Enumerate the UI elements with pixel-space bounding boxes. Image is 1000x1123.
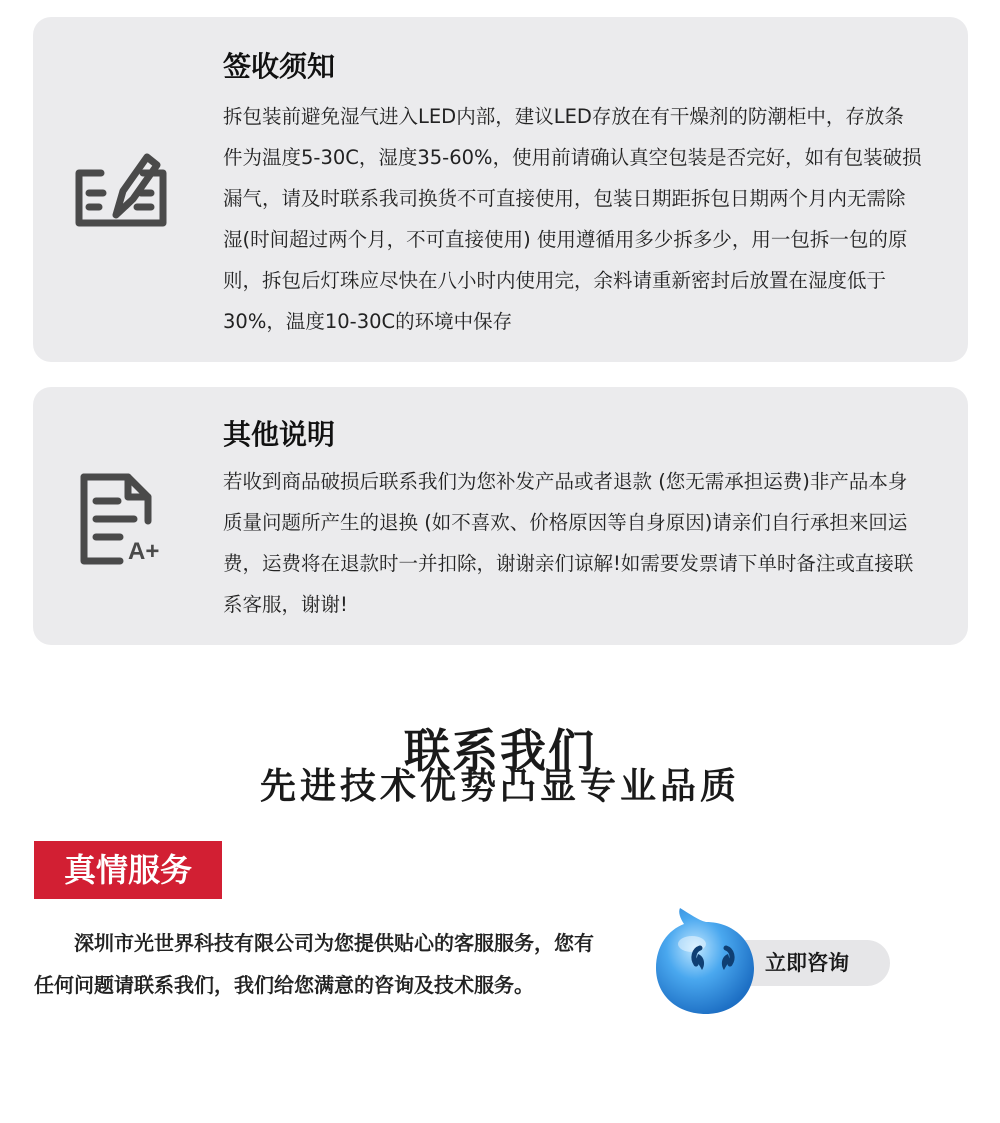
sign-notice-title: 签收须知 bbox=[223, 50, 336, 83]
contact-title: 联系我们 bbox=[404, 723, 596, 778]
sign-notice-text: 拆包装前避免湿气进入LED内部，建议LED存放在有干燥剂的防潮柜中，存放条件为温度5-30C，湿度35-60%，使用前请确认真空包装是否完好，如有包装破损漏气，请及时联系我司换货不可直接使用，包装日期距拆包日期两个月内无需除湿(时间超过两个月，不可直接使用) 使用遵循用多少拆多少，用一包拆一包的原则，拆包后灯珠应尽快在八小时内使用完，余料请重新密封后放置在湿度低于30%，温度10-30C的环境中保存 bbox=[223, 105, 922, 333]
other-notes-title: 其他说明 bbox=[223, 418, 336, 451]
service-description: 深圳市光世界科技有限公司为您提供贴心的客服服务，您有任何问题请联系我们，我们给您满意的咨询及技术服务。 bbox=[34, 931, 594, 997]
document-aplus-icon bbox=[76, 469, 186, 569]
qq-penguin-icon[interactable] bbox=[650, 900, 762, 1018]
aplus-icon-label: A+ bbox=[128, 538, 160, 565]
service-badge: 真情服务 bbox=[34, 841, 222, 899]
consult-button[interactable] bbox=[650, 900, 895, 1018]
sign-pen-icon bbox=[71, 143, 181, 243]
other-notes-card bbox=[33, 387, 968, 645]
sign-notice-card bbox=[33, 17, 968, 362]
contact-subtitle: 先进技术优势凸显专业品质 bbox=[259, 766, 740, 807]
other-notes-text: 若收到商品破损后联系我们为您补发产品或者退款 (您无需承担运费)非产品本身质量问题所产生的退换 (如不喜欢、价格原因等自身原因)请亲们自行承担来回运费，运费将在退款时一并扣除，谢谢亲们谅解!如需要发票请下单时备注或直接联系客服，谢谢! bbox=[223, 470, 914, 616]
consult-label[interactable]: 立即咨询 bbox=[765, 951, 849, 975]
